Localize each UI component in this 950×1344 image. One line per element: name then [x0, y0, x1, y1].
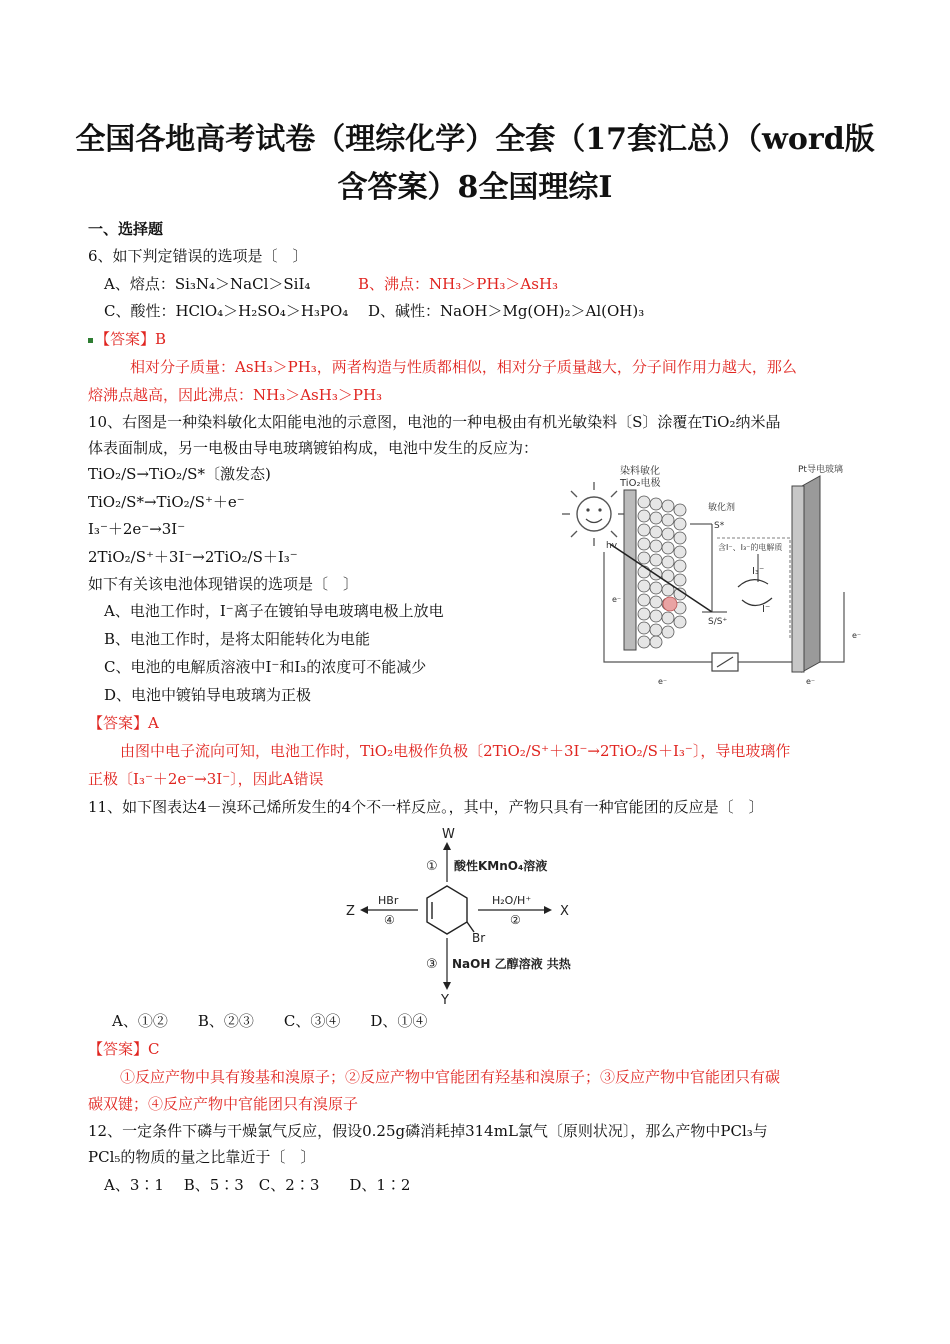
- step-3-reagent: NaOH 乙醇溶液 共热: [452, 957, 571, 971]
- step-4-marker: ④: [384, 913, 395, 927]
- label-i3: I₃⁻: [752, 566, 765, 577]
- q10-explanation-line-1: 由图中电子流向可知，电池工作时，TiO₂电极作负极〔2TiO₂/S⁺＋3I⁻→2TiO₂/S＋I₃⁻〕，导电玻璃作: [120, 742, 791, 760]
- product-y: Y: [441, 993, 449, 1008]
- label-electron-bottom-right: e⁻: [806, 677, 816, 686]
- label-s-star: S*: [714, 521, 725, 531]
- label-hv: hv: [606, 541, 618, 551]
- q10-option-a: A、电池工作时，I⁻离子在镀铂导电玻璃电极上放电: [104, 602, 444, 620]
- q10-answer: 【答案】A: [88, 714, 159, 732]
- bromine-label: Br: [472, 931, 486, 945]
- reaction-scheme-diagram: [340, 820, 620, 1010]
- sun-icon: [562, 482, 626, 546]
- q6-option-c: C、酸性：HClO₄＞H₂SO₄＞H₃PO₄: [104, 302, 349, 320]
- q11-stem: 11、如下图表达4－溴环己烯所发生的4个不一样反应。，其中，产物只具有一种官能团的反应是〔 〕: [88, 798, 764, 816]
- q6-stem: 6、如下判定错误的选项是〔 〕: [88, 247, 308, 265]
- label-electron-bottom-left: e⁻: [658, 677, 668, 686]
- q10-stem-line-1: 10、右图是一种染料敏化太阳能电池的示意图，电池的一种电极由有机光敏染料〔S〕涂覆在TiO₂纳米晶: [88, 413, 781, 431]
- page-title-line-1: 全国各地高考试卷（理综化学）全套（17套汇总）（word版: [75, 122, 875, 157]
- label-electrolyte: 含I⁻、I₃⁻的电解质: [718, 543, 783, 552]
- label-electron-left: e⁻: [612, 595, 622, 604]
- q6-explanation-line-2: 熔沸点越高，因此沸点：NH₃＞AsH₃＞PH₃: [88, 386, 383, 404]
- q10-reaction-4: 2TiO₂/S⁺＋3I⁻→2TiO₂/S＋I₃⁻: [88, 548, 298, 566]
- label-tio2-2: TiO₂电极: [620, 478, 661, 489]
- label-sensitizer: 敏化剂: [708, 503, 736, 513]
- step-2-reagent: H₂O/H⁺: [492, 894, 532, 907]
- q11-explanation-line-1: ①反应产物中具有羧基和溴原子；②反应产物中官能团有羟基和溴原子；③反应产物中官能团只有碳: [120, 1068, 781, 1086]
- q10-ask: 如下有关该电池体现错误的选项是〔 〕: [88, 575, 359, 593]
- q11-explanation-line-2: 碳双键；④反应产物中官能团只有溴原子: [88, 1095, 359, 1113]
- q10-explanation-line-2: 正极〔I₃⁻＋2e⁻→3I⁻〕，因此A错误: [88, 770, 324, 788]
- q6-answer: [88, 329, 166, 349]
- q6-option-a: A、熔点：Si₃N₄＞NaCl＞SiI₄: [104, 275, 311, 293]
- q10-stem-line-2: 体表面制成，另一电极由导电玻璃镀铂构成，电池中发生的反应为：: [88, 439, 539, 457]
- q11-answer: 【答案】C: [88, 1040, 160, 1058]
- page-title-line-2: 含答案）8全国理综Ⅰ: [337, 170, 613, 205]
- q12-stem-line-2: PCl₅的物质的量之比靠近于〔 〕: [88, 1148, 316, 1166]
- label-tio2-1: 染料敏化: [620, 466, 660, 477]
- q10-option-c: C、电池的电解质溶液中I⁻和I₃的浓度可不能减少: [104, 658, 427, 676]
- product-x: X: [560, 904, 569, 919]
- step-1-marker: ①: [426, 859, 438, 874]
- product-z: Z: [346, 904, 355, 919]
- q10-option-d: D、电池中镀铂导电玻璃为正极: [104, 686, 312, 704]
- step-3-marker: ③: [426, 957, 438, 972]
- tio2-nanoparticles: [638, 496, 686, 648]
- label-pt-glass: Pt导电玻璃: [798, 465, 843, 475]
- q6-answer-text: 【答案】B: [95, 330, 167, 348]
- label-i: I⁻: [762, 604, 771, 615]
- step-4-reagent: HBr: [378, 894, 399, 907]
- q6-option-b: B、沸点：NH₃＞PH₃＞AsH₃: [358, 275, 559, 293]
- q10-reaction-2: TiO₂/S*→TiO₂/S⁺＋e⁻: [88, 493, 245, 511]
- step-1-reagent: 酸性KMnO₄溶液: [454, 859, 548, 873]
- bullet-dot-icon: [88, 338, 93, 343]
- q6-explanation-line-1: 相对分子质量：AsH₃＞PH₃，两者构造与性质都相似，相对分子质量越大，分子间作用力越大，那么: [130, 358, 797, 376]
- q12-options: A、3∶1 B、5∶3 C、2∶3 D、1∶2: [104, 1176, 411, 1194]
- q12-stem-line-1: 12、一定条件下磷与干燥氯气反应，假设0.25g磷消耗掉314mL氯气〔原则状况〕，那么产物中PCl₃与: [88, 1122, 768, 1140]
- q10-reaction-1: TiO₂/S→TiO₂/S*〔激发态): [88, 465, 271, 483]
- q11-options: A、①② B、②③ C、③④ D、①④: [112, 1012, 428, 1030]
- label-electron-right: e⁻: [852, 631, 862, 640]
- label-s-splus: S/S⁺: [708, 617, 728, 627]
- q10-option-b: B、电池工作时，是将太阳能转化为电能: [104, 630, 371, 648]
- q10-reaction-3: I₃⁻＋2e⁻→3I⁻: [88, 520, 186, 538]
- section-heading: 一、选择题: [88, 220, 164, 238]
- step-2-marker: ②: [510, 913, 521, 927]
- product-w: W: [442, 827, 455, 842]
- solar-cell-diagram: [562, 462, 862, 692]
- q6-option-d: D、碱性：NaOH＞Mg(OH)₂＞Al(OH)₃: [368, 302, 645, 320]
- bromocyclohexene-structure: [427, 886, 474, 934]
